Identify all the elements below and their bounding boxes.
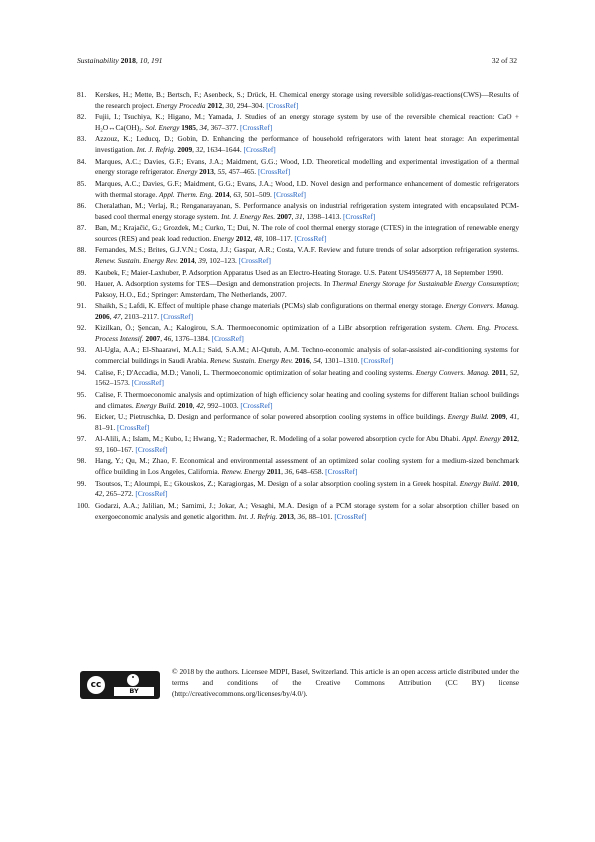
reference-source: 46: [163, 334, 172, 344]
reference-text: , 1301–1310.: [320, 356, 362, 366]
reference-text: ,: [505, 411, 510, 421]
reference-text: Shaikh, S.; Lafdi, K. Effect of multiple phase change materials (PCMs) slab configurations on thermal energy storage.: [95, 301, 446, 311]
reference-text: Azzouz, K.; Leducq, D.; Gobin, D. Enhancing the performance of household refrigerators with latent heat storage: An experimental investigation.: [95, 134, 519, 155]
reference-source: Energy: [176, 167, 198, 177]
reference-number: 100 .: [77, 501, 93, 512]
reference-year: 2006: [95, 311, 110, 321]
reference-source: Renew. Sustain. Energy Rev.: [95, 256, 179, 266]
reference-source: 52: [509, 367, 518, 377]
reference-number: 85 .: [77, 179, 93, 190]
cc-logo-icon: cc: [85, 674, 107, 696]
reference-year: 2013: [199, 167, 214, 177]
reference-text: ,: [291, 211, 296, 221]
by-label: BY: [114, 687, 154, 696]
reference-number: 97 .: [77, 434, 93, 445]
reference-source: 42: [95, 489, 103, 499]
crossref-link[interactable]: [CrossRef]: [257, 167, 291, 177]
reference-year: 2014: [179, 256, 195, 266]
reference-text: Cheralathan, M.; Verlaj, R.; Renganarayanan, S. Performance analysis on industrial refrigeration system integrated with encapsulated PCM-based cool thermal energy storage system.: [95, 200, 519, 221]
reference-text: ,: [293, 511, 298, 521]
reference-year: 2012: [235, 233, 251, 243]
running-head: [77, 56, 162, 65]
reference-number: 84 .: [77, 157, 93, 168]
reference-text: ,: [222, 100, 226, 110]
reference-source: Renew. Sustain. Energy Rev.: [210, 356, 294, 366]
reference-item: [77, 179, 519, 201]
reference-source: Energy Build.: [447, 411, 489, 421]
journal-year: 2018: [120, 56, 136, 65]
reference-source: 54: [313, 356, 321, 366]
reference-source: Energy Procedia: [156, 100, 206, 110]
reference-item: [77, 368, 519, 390]
reference-text: , 88–101.: [304, 511, 335, 521]
reference-text: , 2103–2117.: [120, 311, 161, 321]
crossref-link[interactable]: [CrossRef]: [211, 334, 244, 344]
reference-source: 55: [217, 167, 225, 177]
cc-by-license-icon[interactable]: [80, 671, 160, 699]
reference-source: 42: [196, 400, 204, 410]
reference-source: Int. J. Refrig.: [136, 145, 176, 155]
reference-source: 36: [297, 511, 305, 521]
reference-item: [77, 201, 519, 223]
reference-source: 34: [199, 123, 207, 133]
crossref-link[interactable]: [CrossRef]: [266, 100, 299, 110]
reference-item: [77, 456, 519, 478]
reference-item: [77, 345, 519, 367]
reference-text: , 648–658.: [292, 467, 326, 477]
reference-number: 87 .: [77, 223, 93, 234]
reference-text: Marques, A.C.; Davies, G.F.; Evans, J.A.; Maidment, G.G.; Wood, I.D. Theoretical modelling and experimental investigation of a thermal energy storage refrigerator.: [95, 156, 519, 177]
crossref-link[interactable]: [CrossRef]: [238, 256, 271, 266]
reference-text: ,: [517, 434, 519, 444]
by-attribution-icon: [114, 674, 154, 696]
reference-item: [77, 434, 519, 456]
reference-number: 95 .: [77, 390, 93, 401]
reference-text: Kizilkan, Ö.; Şencan, A.; Kalogirou, S.A. Thermoeconomic optimization of a LiBr absorption refrigeration system.: [95, 323, 456, 333]
crossref-link[interactable]: [CrossRef]: [131, 378, 164, 388]
crossref-link[interactable]: [CrossRef]: [117, 422, 150, 432]
reference-year: 2010: [177, 400, 193, 410]
reference-item: [77, 223, 519, 245]
reference-number: 98 .: [77, 456, 93, 467]
crossref-link[interactable]: [CrossRef]: [160, 311, 194, 321]
person-icon: [127, 674, 139, 686]
reference-text: ,: [229, 189, 234, 199]
crossref-link[interactable]: [CrossRef]: [240, 123, 273, 133]
crossref-link[interactable]: [CrossRef]: [240, 400, 273, 410]
crossref-link[interactable]: [CrossRef]: [273, 189, 306, 199]
reference-number: 92 .: [77, 323, 93, 334]
reference-number: 86 .: [77, 201, 93, 212]
reference-source: Appl. Therm. Eng.: [159, 189, 214, 199]
crossref-link[interactable]: [CrossRef]: [135, 445, 168, 454]
reference-item: [77, 245, 519, 267]
reference-item: [77, 390, 519, 412]
reference-number: 81 .: [77, 90, 93, 101]
reference-text: Eicker, U.; Pietruschka, D. Design and performance of solar powered absorption cooling systems in office buildings.: [95, 411, 448, 421]
reference-item: [77, 279, 519, 301]
reference-source: Thermal Energy Storage for Sustainable Energy Consumption: [332, 278, 517, 288]
reference-text: , 294–304.: [233, 100, 267, 110]
reference-source: Int. J. Energy Res.: [221, 211, 276, 221]
reference-source: Energy Convers. Manag.: [415, 367, 490, 377]
reference-item: [77, 134, 519, 156]
reference-number: 88 .: [77, 245, 93, 256]
reference-text: , 501–509.: [240, 189, 274, 199]
reference-source: Sol. Energy: [145, 123, 180, 133]
reference-year: 2011: [491, 367, 506, 377]
reference-year: 2012: [502, 434, 518, 444]
reference-text: , 1376–1384.: [171, 334, 212, 344]
page-header: [77, 56, 517, 68]
reference-item: [77, 112, 519, 134]
reference-text: Al-Ugla, A.A.; El-Shaarawi, M.A.I.; Said, S.A.M.; Al-Qutub, A.M. Techno-economic analysis of solar-assisted air-conditioning systems for commercial buildings in Saudi Arabia.: [95, 345, 519, 366]
reference-text: , 81–91.: [95, 411, 520, 432]
crossref-link[interactable]: [CrossRef]: [325, 467, 358, 477]
reference-text: , 160–167.: [102, 445, 136, 454]
reference-text: , 102–123.: [205, 256, 239, 266]
reference-text: Kaubek, F.; Maier-Laxhuber, P. Adsorption Apparatus Used as an Electro-Heating Storage. U.S. Patent US4956977 A, 18 September 1990.: [95, 267, 504, 277]
crossref-link[interactable]: [CrossRef]: [135, 489, 168, 499]
crossref-link[interactable]: [CrossRef]: [361, 356, 394, 366]
reference-text: , 1634–1644.: [203, 145, 244, 155]
page-number: 32 of 32: [491, 56, 517, 65]
reference-text: ,: [506, 367, 510, 377]
reference-text: , 992–1003.: [203, 400, 241, 410]
reference-source: 41: [509, 411, 518, 421]
reference-year: 1985: [181, 123, 196, 133]
reference-text: , 108–117.: [261, 233, 295, 243]
reference-source: Chem. Eng. Process. Process Intensif.: [95, 323, 519, 344]
reference-source: 93: [95, 445, 103, 454]
reference-year: 2012: [207, 100, 223, 110]
reference-text: Calise, F.; D'Accadia, M.D.; Vanoli, L. Thermoeconomic optimization of solar heating and cooling systems.: [95, 367, 416, 377]
reference-text: ,: [309, 356, 314, 366]
reference-source: 32: [195, 145, 204, 155]
reference-year: 2009: [177, 145, 193, 155]
reference-source: 36: [284, 467, 293, 477]
reference-number: 89 .: [77, 268, 93, 279]
reference-text: , 367–377.: [206, 123, 240, 133]
reference-source: 39: [198, 256, 206, 266]
reference-number: 94 .: [77, 368, 93, 379]
reference-source: Energy Convers. Manag.: [445, 301, 519, 311]
reference-text: Hang, Y.; Qu, M.; Zhao, F. Economical and environmental assessment of an optimized solar cooling system for a medium-sized benchmark office building in Los Angeles, California.: [95, 456, 519, 477]
reference-source: Energy Build.: [135, 400, 177, 410]
reference-list: [77, 90, 519, 523]
reference-year: 2011: [266, 467, 282, 477]
reference-source: Energy: [213, 233, 235, 243]
reference-source: Energy Build.: [459, 478, 501, 488]
reference-text: , 457–465.: [224, 167, 258, 177]
reference-text: ,: [109, 311, 114, 321]
reference-source: 63: [233, 189, 241, 199]
reference-number: 91 .: [77, 301, 93, 312]
reference-item: [77, 323, 519, 345]
reference-number: 96 .: [77, 412, 93, 423]
reference-year: 2007: [145, 334, 161, 344]
license-block: [77, 666, 519, 722]
reference-number: 93 .: [77, 345, 93, 356]
reference-number: 99 .: [77, 479, 93, 490]
reference-year: 2010: [502, 478, 518, 488]
license-text: © 2018 by the authors. Licensee MDPI, Basel, Switzerland. This article is an open access article distributed under the terms and conditions of the Creative Commons Attribution (CC BY) license (http://creativecommons.org/licenses/by/4.0/).: [172, 667, 519, 698]
reference-text: Godarzi, A.A.; Jalilian, M.; Samimi, J.; Jokar, A.; Vesaghi, M.A. Design of a PCM storage system for a solar absorption chiller based on exergoeconomic analysis and genetic algorithm.: [95, 500, 519, 521]
reference-year: 2014: [214, 189, 230, 199]
reference-source: Int. J. Refrig.: [238, 511, 278, 521]
crossref-link[interactable]: [CrossRef]: [343, 211, 376, 221]
reference-text: ,: [213, 167, 218, 177]
reference-text: Fujii, I.; Tsuchiya, K.; Higano, M.; Yamada, J. Studies of an energy storage system by use of the reversible chemical reaction: CaO + H₂O↔Ca(OH)₂.: [95, 112, 519, 133]
reference-item: [77, 501, 519, 523]
reference-item: [77, 90, 519, 112]
reference-text: ,: [195, 123, 200, 133]
reference-text: Marques, A.C.; Davies, G.F.; Maidment, G.G.; Evans, J.A.; Wood, I.D. Novel design and performance enhancement of domestic refrigerators with thermal storage.: [95, 178, 519, 199]
reference-source: 30: [225, 100, 234, 110]
reference-text: Hauer, A. Adsorption systems for TES—Design and demonstration projects. In: [95, 278, 333, 288]
reference-item: [77, 479, 519, 501]
reference-text: ,: [192, 145, 196, 155]
reference-text: Tsoutsos, T.; Aloumpi, E.; Gkouskos, Z.; Karagiorgas, M. Design of a solar absorption cooling system in a Greek hospital.: [95, 478, 460, 488]
reference-year: 2007: [276, 211, 292, 221]
reference-text: , 1398–1413.: [302, 211, 344, 221]
reference-text: , 1562–1573.: [95, 367, 519, 388]
reference-text: Kerskes, H.; Mette, B.; Bertsch, F.; Asenbeck, S.; Drück, H. Chemical energy storage using reversible solid/gas-reactions(CWS)—Results of the research project.: [95, 90, 519, 110]
reference-text: Al-Alili, A.; Islam, M.; Kubo, I.; Hwang, Y.; Radermacher, R. Modeling of a solar powered absorption cycle for Abu Dhabi.: [95, 434, 463, 444]
crossref-link[interactable]: [CrossRef]: [243, 145, 276, 155]
reference-year: 2009: [490, 411, 506, 421]
reference-year: 2013: [279, 511, 294, 521]
journal-volume: , 10, 191: [135, 56, 163, 65]
reference-year: 2016: [294, 356, 310, 366]
reference-text: ,: [192, 400, 197, 410]
reference-text: ,: [281, 467, 285, 477]
journal-name: Sustainability: [77, 56, 119, 65]
reference-item: [77, 268, 519, 279]
reference-text: ,: [194, 256, 199, 266]
reference-number: 90 .: [77, 279, 93, 290]
reference-source: Appl. Energy: [462, 434, 501, 444]
reference-number: 82 .: [77, 112, 93, 123]
reference-number: 83 .: [77, 134, 93, 145]
reference-source: 47: [113, 311, 121, 321]
reference-source: 48: [254, 233, 262, 243]
reference-text: Fernandes, M.S.; Brites, G.J.V.N.; Costa, J.J.; Gaspar, A.R.; Costa, V.A.F. Review and future trends of solar adsorption refrigeration systems.: [95, 245, 519, 255]
reference-text: ,: [160, 334, 164, 344]
reference-source: Renew. Energy: [221, 467, 265, 477]
reference-item: [77, 301, 519, 323]
crossref-link[interactable]: [CrossRef]: [294, 233, 327, 243]
reference-item: [77, 157, 519, 179]
reference-text: , 265–272.: [102, 489, 136, 499]
reference-item: [77, 412, 519, 434]
reference-text: ,: [517, 478, 519, 488]
reference-text: ; Paksoy, H.O., Ed.; Springer: Amsterdam, The Netherlands, 2007.: [95, 278, 519, 299]
reference-text: Ban, M.; Krajačić, G.; Grozdek, M.; Curko, T.; Dui, N. The role of cool thermal energy storage (CTES) in the integration of renewable energy sources (RES) and peak load reduction.: [95, 223, 519, 243]
crossref-link[interactable]: [CrossRef]: [334, 511, 367, 521]
reference-text: ,: [250, 233, 255, 243]
reference-text: Calise, F. Thermoeconomic analysis and optimization of high efficiency solar heating and cooling systems for different Italian school buildings and climates.: [95, 389, 519, 410]
reference-source: 31: [295, 211, 303, 221]
